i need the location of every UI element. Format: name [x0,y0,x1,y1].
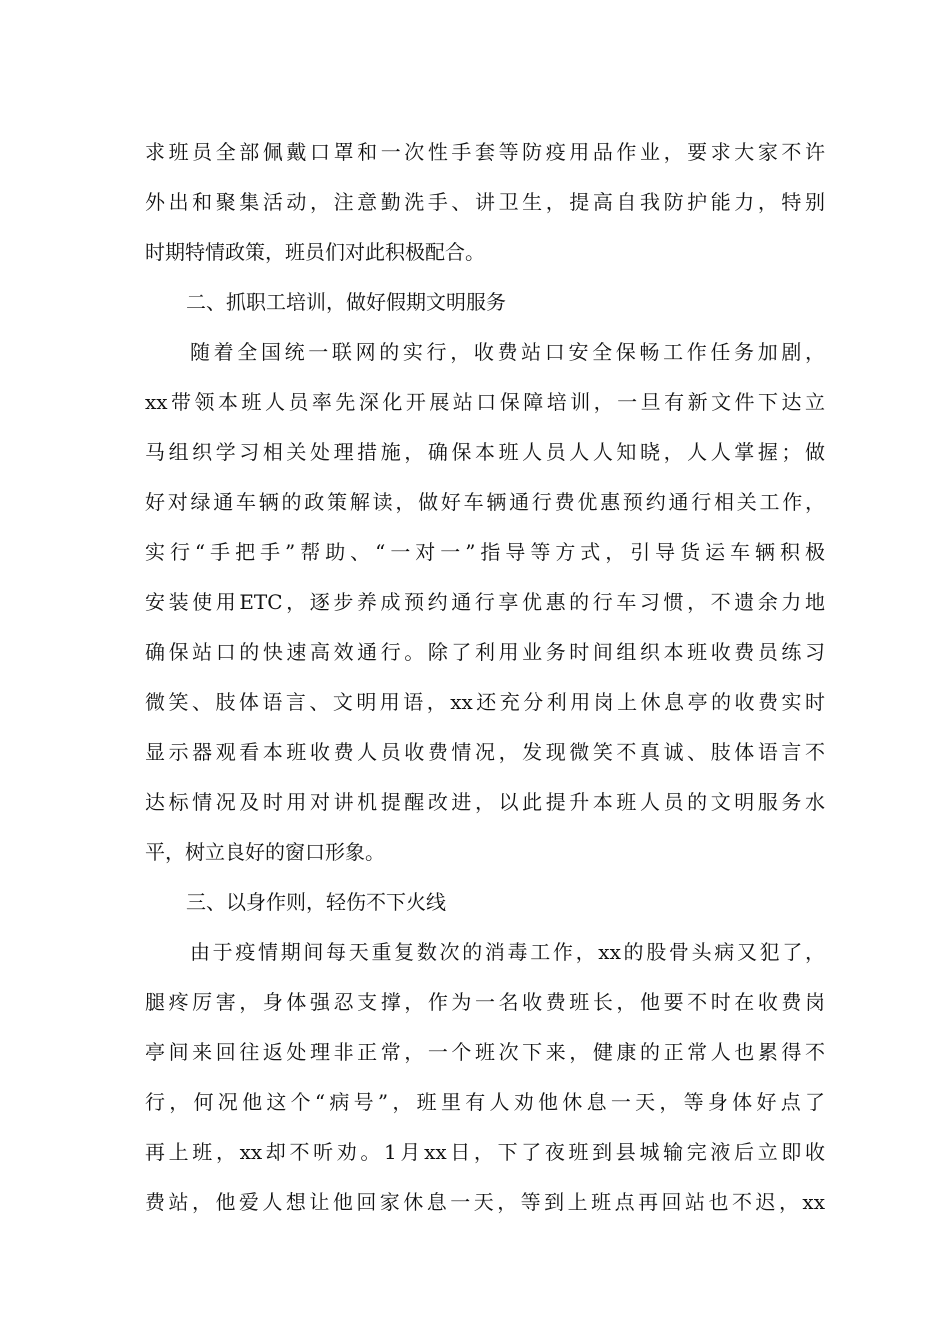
text-line: 显示器观看本班收费人员收费情况，发现微笑不真诚、肢体语言不 [145,740,825,764]
text-line: 行，何况他这个“病号”，班里有人劝他休息一天，等身体好点了 [145,1090,825,1114]
text-line: 马组织学习相关处理措施，确保本班人员人人知晓，人人掌握；做 [145,440,825,464]
section-heading: 二、抓职工培训，做好假期文明服务 [186,290,506,314]
text-line: 安装使用ETC，逐步养成预约通行享优惠的行车习惯，不遗余力地 [145,590,825,614]
text-line: 微笑、肢体语言、文明用语，xx还充分利用岗上休息亭的收费实时 [145,690,825,714]
text-line: 实行“手把手”帮助、“一对一”指导等方式，引导货运车辆积极 [145,540,825,564]
text-line: 腿疼厉害，身体强忍支撑，作为一名收费班长，他要不时在收费岗 [145,990,825,1014]
text-line: 时期特情政策，班员们对此积极配合。 [145,240,485,264]
text-line: 平，树立良好的窗口形象。 [145,840,385,864]
text-line: 再上班，xx却不听劝。1月xx日，下了夜班到县城输完液后立即收 [145,1140,825,1164]
text-line: 达标情况及时用对讲机提醒改进，以此提升本班人员的文明服务水 [145,790,825,814]
section-heading: 三、以身作则，轻伤不下火线 [186,890,446,914]
text-line: 好对绿通车辆的政策解读，做好车辆通行费优惠预约通行相关工作， [145,490,825,514]
paragraph-first-line: 由于疫情期间每天重复数次的消毒工作，xx的股骨头病又犯了， [190,940,825,964]
paragraph-first-line: 随着全国统一联网的实行，收费站口安全保畅工作任务加剧， [190,340,825,364]
text-line: xx带领本班人员率先深化开展站口保障培训，一旦有新文件下达立 [145,390,825,414]
text-line: 费站，他爱人想让他回家休息一天，等到上班点再回站也不迟，xx [145,1190,825,1214]
text-line: 亭间来回往返处理非正常，一个班次下来，健康的正常人也累得不 [145,1040,825,1064]
text-line: 外出和聚集活动，注意勤洗手、讲卫生，提高自我防护能力，特别 [145,190,825,214]
text-line: 求班员全部佩戴口罩和一次性手套等防疫用品作业，要求大家不许 [145,140,825,164]
text-line: 确保站口的快速高效通行。除了利用业务时间组织本班收费员练习 [145,640,825,664]
